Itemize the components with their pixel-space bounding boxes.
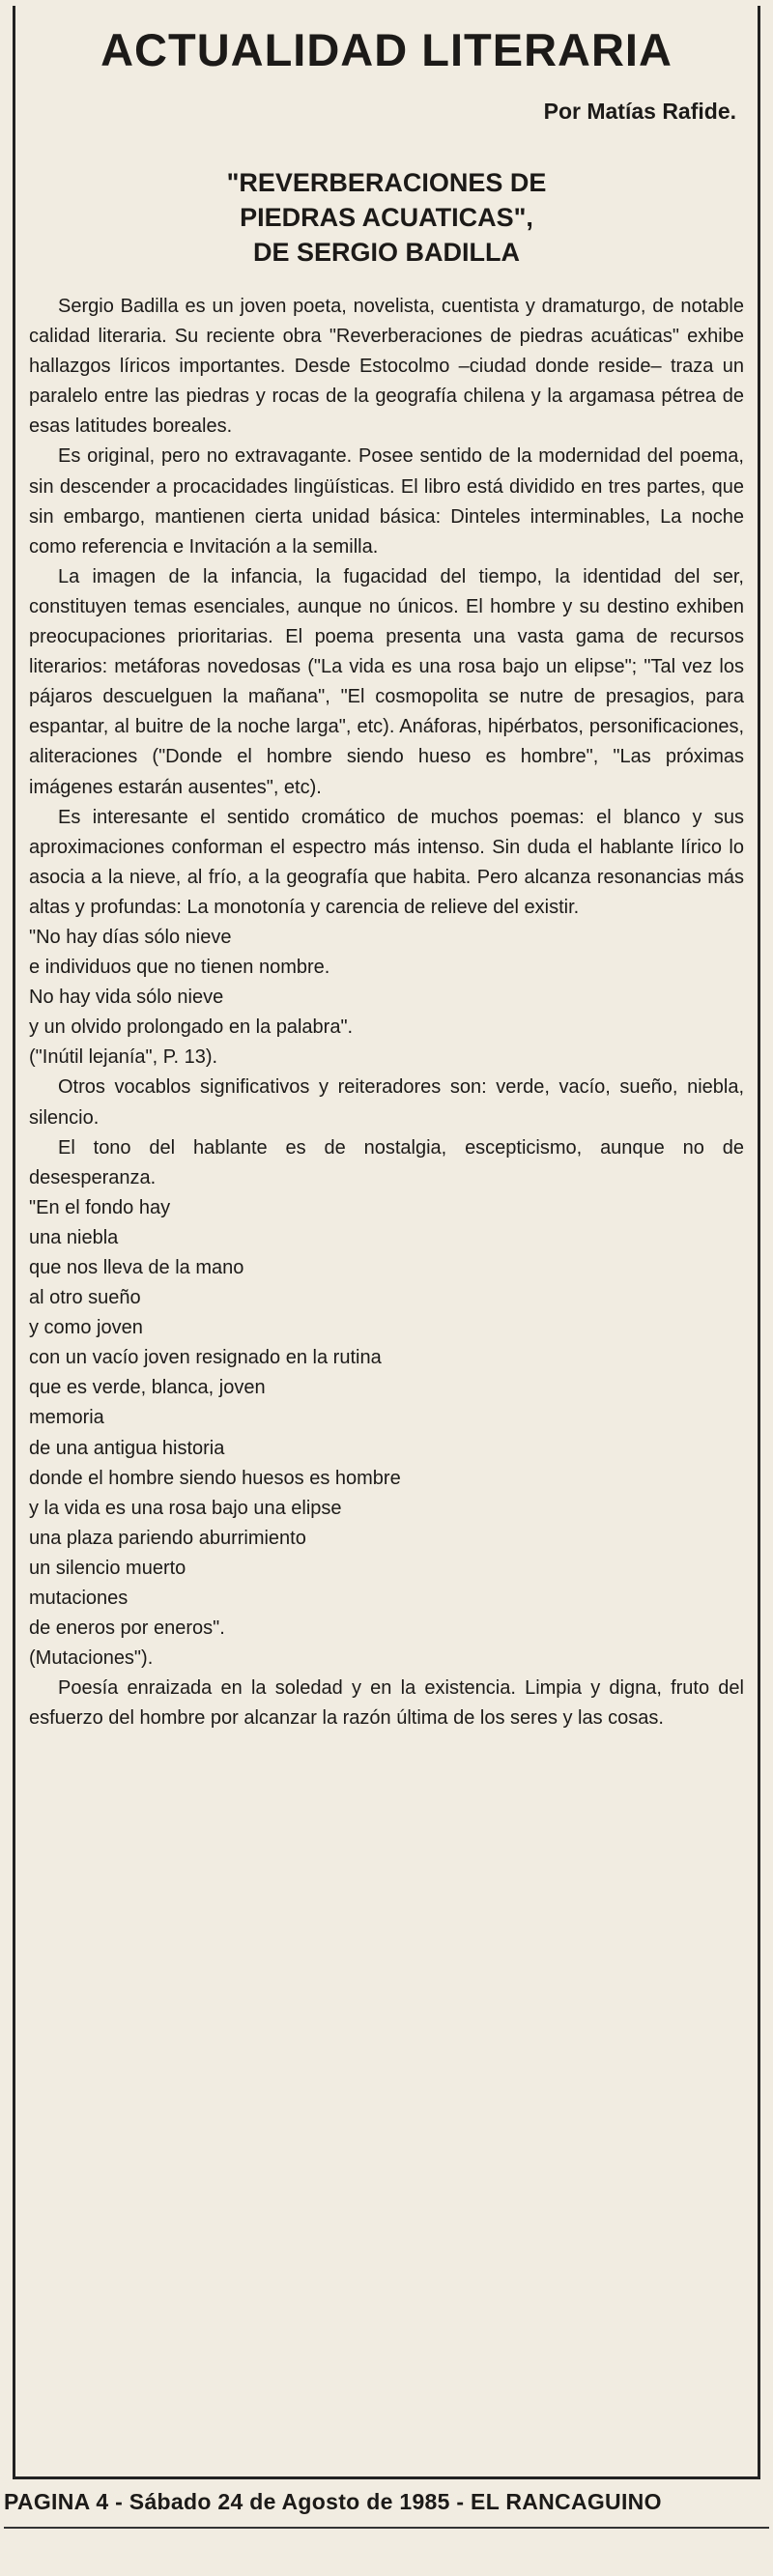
poem-line: una niebla xyxy=(29,1226,119,1248)
section-title: ACTUALIDAD LITERARIA xyxy=(100,24,673,75)
poem-line: con un vacío joven resignado en la rutina xyxy=(29,1347,382,1369)
poem-line: donde el hombre siendo huesos es hombre xyxy=(29,1467,401,1489)
poem-line: "En el fondo hay xyxy=(29,1196,171,1218)
poem-citation-2: (Mutaciones"). xyxy=(29,1647,154,1670)
paragraph-6: El tono del hablante es de nostalgia, escepticismo, aunque no de desesperanza. xyxy=(29,1136,744,1188)
byline: Por Matías Rafide. xyxy=(543,99,736,124)
poem-line: y un olvido prolongado en la palabra". xyxy=(29,1016,354,1039)
paragraph-5: Otros vocablos significativos y reiteradores son: verde, vacío, sueño, niebla, silencio. xyxy=(29,1076,744,1129)
poem-line: un silencio muerto xyxy=(29,1557,186,1579)
poem-line: que nos lleva de la mano xyxy=(29,1257,244,1278)
poem-line: No hay vida sólo nieve xyxy=(29,987,224,1009)
article-headline-line: DE SERGIO BADILLA xyxy=(252,238,520,267)
poem-line: al otro sueño xyxy=(29,1287,141,1309)
paragraph-2: Es original, pero no extravagante. Posee sentido de la modernidad del poema, sin descender a procacidades lingüísticas. El libro está dividido en tres partes, que sin embargo, mantienen cierta unidad básica: Dinteles interminables, La noche como referencia e Invitación a la semilla. xyxy=(29,445,744,558)
poem-line: y como joven xyxy=(29,1317,143,1339)
poem-line: memoria xyxy=(29,1407,104,1429)
article-body xyxy=(29,292,744,1734)
footer-divider xyxy=(4,2527,769,2529)
poem-line: y la vida es una rosa bajo una elipse xyxy=(29,1497,342,1519)
paragraph-1: Sergio Badilla es un joven poeta, novelista, cuentista y dramaturgo, de notable calidad literaria. Su reciente obra "Reverberaciones de piedras acuáticas" exhibe hallazgos líricos importantes. Desde Estocolmo –ciudad donde reside– traza un paralelo entre las piedras y rocas de la geografía chilena y la argamasa pétrea de esas latitudes boreales. xyxy=(29,296,744,438)
paragraph-7: Poesía enraizada en la soledad y en la existencia. Limpia y digna, fruto del esfuerzo del hombre por alcanzar la razón última de los seres y las cosas. xyxy=(29,1677,744,1730)
article-headline-line: "REVERBERACIONES DE xyxy=(226,168,547,197)
paragraph-4: Es interesante el sentido cromático de muchos poemas: el blanco y sus aproximaciones conforman el espectro más intenso. Sin duda el hablante lírico lo asocia a la nieve, al frío, a la geografía que habita. Pero alcanza resonancias más altas y profundas: La monotonía y carencia de relieve del existir. xyxy=(29,806,744,918)
article-headline-line: PIEDRAS ACUATICAS", xyxy=(240,203,533,232)
page-footer: PAGINA 4 - Sábado 24 de Agosto de 1985 - EL RANCAGUINO xyxy=(4,2489,662,2514)
article-headline xyxy=(0,165,773,270)
poem-line: de una antigua historia xyxy=(29,1437,225,1459)
poem-quote-2 xyxy=(29,1193,744,1644)
poem-line: que es verde, blanca, joven xyxy=(29,1377,266,1399)
poem-line: mutaciones xyxy=(29,1588,129,1610)
paragraph-3: La imagen de la infancia, la fugacidad del tiempo, la identidad del ser, constituyen temas esenciales, aunque no únicos. El hombre y su destino exhiben preocupaciones prioritarias. El poema presenta una vasta gama de recursos literarios: metáforas novedosas ("La vida es una rosa bajo un elipse"; "Tal vez los pájaros descuelguen la mañana", "El cosmopolita se nutre de presagios, para espantar, al buitre de la noche larga", etc). Anáforas, hipérbatos, personificaciones, aliteraciones ("Donde el hombre siendo hueso es hombre", "Las próximas imágenes estarán ausentes", etc). xyxy=(29,565,744,798)
poem-line: "No hay días sólo nieve xyxy=(29,926,232,948)
poem-line: e individuos que no tienen nombre. xyxy=(29,957,330,979)
poem-quote-1 xyxy=(29,923,744,1043)
poem-line: de eneros por eneros". xyxy=(29,1617,225,1640)
poem-citation-1: ("Inútil lejanía", P. 13). xyxy=(29,1046,218,1069)
poem-line: una plaza pariendo aburrimiento xyxy=(29,1527,306,1549)
